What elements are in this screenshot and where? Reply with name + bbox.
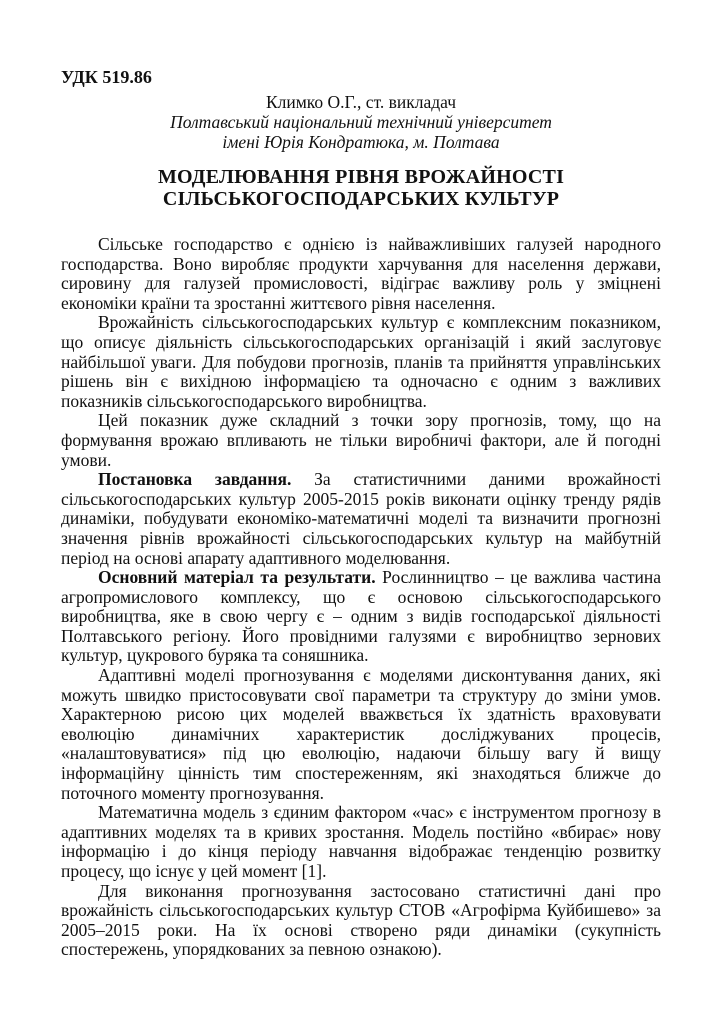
paragraph-text: Для виконання прогнозування застосовано статистичні дані про врожайність сільськогосподарських культур СТОВ «Агрофірма Куйбишево» за 2005–2015 роки. На їх основі створено ряди динаміки (сукупність спостережень, упорядкованих за певною ознакою). <box>61 880 661 960</box>
paragraph-lead: Постановка завдання. <box>98 469 292 490</box>
paragraph-main-material <box>61 568 661 666</box>
paragraph-lead: Основний матеріал та результати. <box>98 567 376 588</box>
paragraph-text: Рослинництво – це важлива частина агропромислового комплексу, що є основою сільськогосподарського виробництва, яке в свою чергу є – одним з видів господарської діяльності Полтавського регіону. Його провідними галузями є виробництво зернових культур, цукрового буряка та соняшника. <box>61 567 661 666</box>
paragraph-forecast-complexity <box>61 411 661 470</box>
paper-title-line-1: МОДЕЛЮВАННЯ РІВНЯ ВРОЖАЙНОСТІ <box>157 166 565 188</box>
paragraph-text: За статистичними даними врожайності сільськогосподарських культур 2005-2015 років виконати оцінку тренду рядів динаміки, побудувати економіко-математичні моделі та визначити прогнозні значення рівнів врожайності сільськогосподарських культур на майбутній період на основі апарату адаптивного моделювання. <box>61 469 662 568</box>
paragraph-text: Цей показник дуже складний з точки зору прогнозів, тому, що на формування врожаю впливають не тільки виробничі фактори, але й погодні умови. <box>61 410 661 470</box>
paragraph-yield-indicator <box>61 313 661 411</box>
udc-code: УДК 519.86 <box>61 67 152 87</box>
paragraph-text: Математична модель з єдиним фактором «час» є інструментом прогнозу в адаптивних моделях та в кривих зростання. Модель постійно «вбирає» нову інформацію і до кінця періоду навчання відображає тенденцію розвитку процесу, що існує у цей момент [1]. <box>61 802 661 881</box>
author-byline: Климко О.Г., ст. викладач <box>265 92 457 112</box>
paragraph-intro <box>61 235 661 313</box>
paragraph-data-source <box>61 882 661 960</box>
paragraph-text: Сільське господарство є однією із найважливіших галузей народного господарства. Воно виробляє продукти харчування для населення держави, сировину для галузей промисловості, відіграє важливу роль у зміцнені економіки країни та зростанні життєвого рівня населення. <box>61 234 661 313</box>
affiliation-line-1: Полтавський національний технічний університет <box>170 112 552 132</box>
paper-body <box>61 235 661 960</box>
paper-title-line-2: СІЛЬСЬКОГОСПОДАРСЬКИХ КУЛЬТУР <box>162 187 560 210</box>
paragraph-text: Врожайність сільськогосподарських культур є комплексним показником, що описує діяльність сільськогосподарських організацій і який заслуговує найбільшої уваги. Для побудови прогнозів, планів та прийняття управлінських рішень він є вихідною інформацією та одночасно є одним з важливих показників сільськогосподарського виробництва. <box>61 312 661 411</box>
affiliation-line-2: імені Юрія Кондратюка, м. Полтава <box>222 132 500 152</box>
paragraph-adaptive-models <box>61 666 661 803</box>
paragraph-problem-statement <box>61 470 661 568</box>
paragraph-math-model <box>61 803 661 881</box>
paper-title <box>61 167 661 210</box>
paragraph-text: Адаптивні моделі прогнозування є моделями дисконтування даних, які можуть швидко пристосовувати свої параметри та структуру до зміни умов. Характерною рисою цих моделей вважвється їх здатність враховувати еволюцію динамічних характеристик досліджуваних процесів, «налаштовуватися» під цю еволюцію, надаючи більшу вагу й вищу інформаційну цінність тим спостереженням, які знаходяться ближче до поточного моменту прогнозування. <box>61 665 661 803</box>
